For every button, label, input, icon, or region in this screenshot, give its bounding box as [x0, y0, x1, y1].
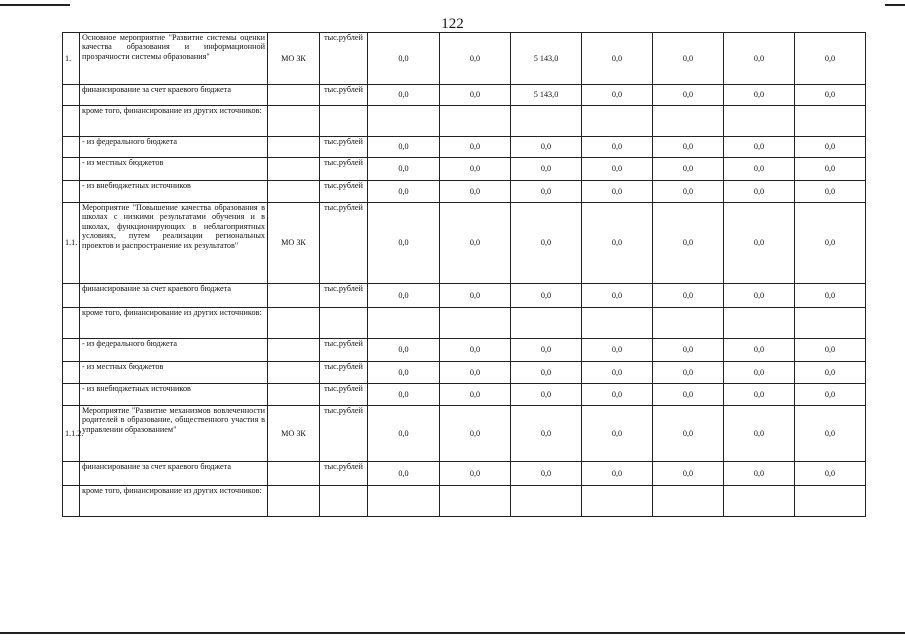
- value-cell: 0,0: [724, 137, 795, 158]
- row-number-cell: 1.: [63, 33, 80, 85]
- value-cell: 0,0: [724, 181, 795, 203]
- executor-cell: [268, 158, 320, 181]
- value-cell: 0,0: [795, 339, 866, 362]
- value-cell: 0,0: [724, 339, 795, 362]
- value-cell: 0,0: [440, 137, 511, 158]
- row-number-cell: 1.1.: [63, 203, 80, 284]
- table-row: [63, 203, 866, 284]
- table-row: [63, 137, 866, 158]
- row-number-cell: [63, 85, 80, 106]
- value-cell: 0,0: [440, 33, 511, 85]
- row-number-cell: [63, 486, 80, 517]
- unit-cell: тыс.рублей: [320, 203, 368, 284]
- row-description-cell: кроме того, финансирование из других источников:: [80, 308, 268, 339]
- row-description-cell: финансирование за счет краевого бюджета: [80, 85, 268, 106]
- row-description-cell: - из местных бюджетов: [80, 362, 268, 384]
- budget-table-body: [63, 33, 866, 517]
- value-cell: [724, 308, 795, 339]
- executor-cell: [268, 308, 320, 339]
- value-cell: 0,0: [511, 362, 582, 384]
- value-cell: 0,0: [724, 462, 795, 486]
- row-description-cell: Мероприятие "Повышение качества образования в школах с низкими результатами обучения и в школах, функционирующих в неблагоприятных условиях, путем реализации региональных проектов и распространение их результатов": [80, 203, 268, 284]
- value-cell: 0,0: [368, 384, 440, 406]
- row-number-cell: [63, 308, 80, 339]
- value-cell: 5 143,0: [511, 33, 582, 85]
- row-number-cell: [63, 384, 80, 406]
- unit-cell: тыс.рублей: [320, 181, 368, 203]
- value-cell: 0,0: [795, 181, 866, 203]
- value-cell: [795, 308, 866, 339]
- value-cell: 0,0: [653, 137, 724, 158]
- table-row: [63, 106, 866, 137]
- value-cell: 0,0: [582, 462, 653, 486]
- row-number-cell: [63, 284, 80, 308]
- value-cell: 0,0: [440, 284, 511, 308]
- value-cell: [511, 308, 582, 339]
- row-description-cell: - из внебюджетных источников: [80, 181, 268, 203]
- value-cell: 0,0: [440, 406, 511, 462]
- row-number-cell: [63, 158, 80, 181]
- value-cell: 0,0: [724, 33, 795, 85]
- value-cell: 0,0: [582, 158, 653, 181]
- value-cell: 0,0: [582, 284, 653, 308]
- value-cell: 0,0: [653, 158, 724, 181]
- value-cell: 0,0: [653, 85, 724, 106]
- table-row: [63, 85, 866, 106]
- value-cell: 0,0: [511, 339, 582, 362]
- value-cell: [582, 486, 653, 517]
- value-cell: 0,0: [795, 85, 866, 106]
- scan-edge-line-top-right: [885, 4, 905, 6]
- page-number: 122: [441, 16, 464, 32]
- value-cell: 0,0: [795, 406, 866, 462]
- unit-cell: тыс.рублей: [320, 284, 368, 308]
- executor-cell: [268, 106, 320, 137]
- table-row: [63, 486, 866, 517]
- value-cell: [795, 486, 866, 517]
- table-row: [63, 406, 866, 462]
- row-number-cell: 1.1.2.: [63, 406, 80, 462]
- value-cell: 0,0: [368, 85, 440, 106]
- value-cell: 0,0: [653, 406, 724, 462]
- unit-cell: тыс.рублей: [320, 85, 368, 106]
- row-description-cell: финансирование за счет краевого бюджета: [80, 284, 268, 308]
- value-cell: 0,0: [511, 181, 582, 203]
- value-cell: [440, 486, 511, 517]
- value-cell: 0,0: [511, 384, 582, 406]
- value-cell: 0,0: [368, 158, 440, 181]
- value-cell: 0,0: [511, 284, 582, 308]
- value-cell: [368, 308, 440, 339]
- unit-cell: тыс.рублей: [320, 462, 368, 486]
- table-row: [63, 462, 866, 486]
- value-cell: 0,0: [368, 203, 440, 284]
- value-cell: 0,0: [653, 284, 724, 308]
- value-cell: 0,0: [724, 85, 795, 106]
- executor-cell: [268, 486, 320, 517]
- value-cell: 0,0: [511, 203, 582, 284]
- row-number-cell: [63, 106, 80, 137]
- value-cell: 0,0: [724, 284, 795, 308]
- unit-cell: тыс.рублей: [320, 362, 368, 384]
- row-description-cell: кроме того, финансирование из других источников:: [80, 106, 268, 137]
- value-cell: [653, 106, 724, 137]
- unit-cell: тыс.рублей: [320, 406, 368, 462]
- value-cell: 0,0: [795, 362, 866, 384]
- row-description-cell: Мероприятие "Развитие механизмов вовлеченности родителей в образование, общественного участия в управлении образованием": [80, 406, 268, 462]
- value-cell: [440, 308, 511, 339]
- scan-edge-line-bottom: [0, 632, 905, 634]
- row-description-cell: - из местных бюджетов: [80, 158, 268, 181]
- executor-cell: [268, 339, 320, 362]
- value-cell: [440, 106, 511, 137]
- value-cell: 0,0: [795, 137, 866, 158]
- table-row: [63, 33, 866, 85]
- value-cell: 0,0: [653, 203, 724, 284]
- value-cell: 0,0: [653, 339, 724, 362]
- value-cell: 0,0: [795, 284, 866, 308]
- value-cell: 0,0: [795, 462, 866, 486]
- unit-cell: [320, 106, 368, 137]
- value-cell: 0,0: [724, 362, 795, 384]
- row-description-cell: финансирование за счет краевого бюджета: [80, 462, 268, 486]
- row-number-cell: [63, 462, 80, 486]
- value-cell: 0,0: [440, 462, 511, 486]
- executor-cell: МО ЗК: [268, 203, 320, 284]
- value-cell: [368, 486, 440, 517]
- value-cell: 0,0: [724, 406, 795, 462]
- value-cell: 0,0: [724, 158, 795, 181]
- row-number-cell: [63, 339, 80, 362]
- value-cell: 0,0: [724, 384, 795, 406]
- row-number-cell: [63, 137, 80, 158]
- value-cell: 0,0: [582, 137, 653, 158]
- value-cell: [653, 308, 724, 339]
- unit-cell: [320, 486, 368, 517]
- unit-cell: тыс.рублей: [320, 33, 368, 85]
- value-cell: 0,0: [368, 406, 440, 462]
- value-cell: 0,0: [368, 181, 440, 203]
- table-row: [63, 339, 866, 362]
- table-row: [63, 284, 866, 308]
- unit-cell: тыс.рублей: [320, 339, 368, 362]
- executor-cell: [268, 284, 320, 308]
- value-cell: [724, 486, 795, 517]
- row-number-cell: [63, 362, 80, 384]
- executor-cell: [268, 137, 320, 158]
- value-cell: 0,0: [582, 339, 653, 362]
- value-cell: 0,0: [582, 85, 653, 106]
- value-cell: 0,0: [582, 362, 653, 384]
- value-cell: 0,0: [653, 462, 724, 486]
- row-number-cell: [63, 181, 80, 203]
- unit-cell: [320, 308, 368, 339]
- value-cell: 0,0: [511, 137, 582, 158]
- table-row: [63, 181, 866, 203]
- table-row: [63, 308, 866, 339]
- value-cell: 0,0: [582, 384, 653, 406]
- value-cell: 0,0: [511, 406, 582, 462]
- value-cell: [511, 486, 582, 517]
- row-description-cell: - из федерального бюджета: [80, 137, 268, 158]
- value-cell: [724, 106, 795, 137]
- value-cell: 0,0: [368, 362, 440, 384]
- executor-cell: [268, 362, 320, 384]
- value-cell: 0,0: [653, 384, 724, 406]
- scan-edge-line-top-left: [0, 4, 70, 6]
- executor-cell: МО ЗК: [268, 33, 320, 85]
- executor-cell: [268, 85, 320, 106]
- row-description-cell: кроме того, финансирование из других источников:: [80, 486, 268, 517]
- value-cell: [368, 106, 440, 137]
- value-cell: [653, 486, 724, 517]
- row-description-cell: - из внебюджетных источников: [80, 384, 268, 406]
- value-cell: 0,0: [440, 362, 511, 384]
- value-cell: 0,0: [582, 181, 653, 203]
- value-cell: 0,0: [653, 362, 724, 384]
- value-cell: [582, 308, 653, 339]
- value-cell: 0,0: [440, 181, 511, 203]
- unit-cell: тыс.рублей: [320, 384, 368, 406]
- value-cell: 5 143,0: [511, 85, 582, 106]
- value-cell: 0,0: [795, 33, 866, 85]
- executor-cell: [268, 181, 320, 203]
- row-description-cell: - из федерального бюджета: [80, 339, 268, 362]
- value-cell: 0,0: [582, 203, 653, 284]
- value-cell: 0,0: [368, 462, 440, 486]
- value-cell: 0,0: [440, 85, 511, 106]
- budget-table: [62, 32, 866, 517]
- value-cell: 0,0: [368, 33, 440, 85]
- table-row: [63, 158, 866, 181]
- value-cell: 0,0: [724, 203, 795, 284]
- value-cell: 0,0: [440, 339, 511, 362]
- value-cell: 0,0: [511, 158, 582, 181]
- value-cell: 0,0: [795, 203, 866, 284]
- value-cell: [582, 106, 653, 137]
- value-cell: 0,0: [653, 33, 724, 85]
- value-cell: [511, 106, 582, 137]
- executor-cell: [268, 384, 320, 406]
- value-cell: 0,0: [582, 33, 653, 85]
- value-cell: 0,0: [368, 284, 440, 308]
- value-cell: 0,0: [368, 339, 440, 362]
- value-cell: 0,0: [440, 158, 511, 181]
- row-description-cell: Основное мероприятие "Развитие системы оценки качества образования и информационной прозрачности системы образования": [80, 33, 268, 85]
- unit-cell: тыс.рублей: [320, 158, 368, 181]
- value-cell: 0,0: [368, 137, 440, 158]
- value-cell: 0,0: [653, 181, 724, 203]
- executor-cell: [268, 462, 320, 486]
- table-row: [63, 362, 866, 384]
- value-cell: 0,0: [795, 158, 866, 181]
- value-cell: [795, 106, 866, 137]
- value-cell: 0,0: [440, 203, 511, 284]
- unit-cell: тыс.рублей: [320, 137, 368, 158]
- value-cell: 0,0: [582, 406, 653, 462]
- table-row: [63, 384, 866, 406]
- value-cell: 0,0: [440, 384, 511, 406]
- value-cell: 0,0: [511, 462, 582, 486]
- executor-cell: МО ЗК: [268, 406, 320, 462]
- value-cell: 0,0: [795, 384, 866, 406]
